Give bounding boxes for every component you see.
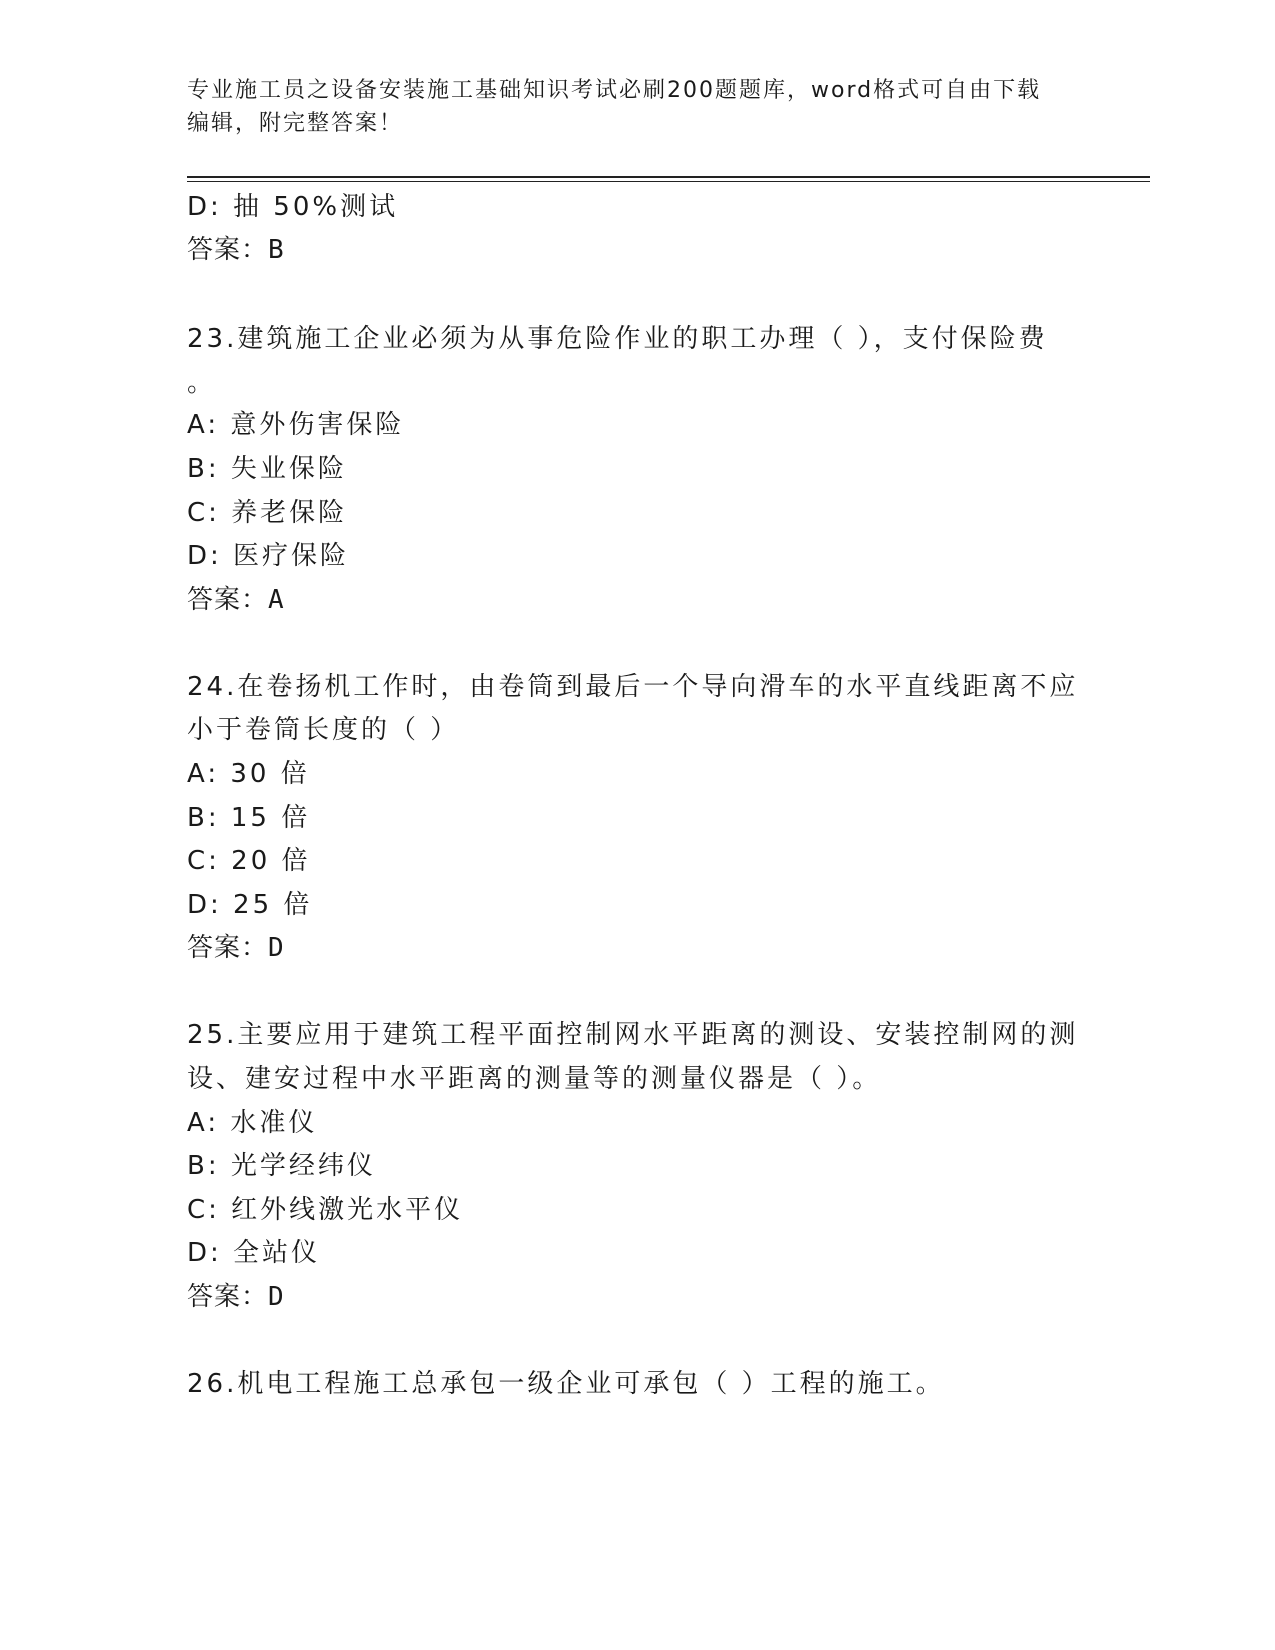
q24-option-d: D: 25 倍 bbox=[187, 890, 313, 920]
q23-option-d: D: 医疗保险 bbox=[187, 541, 350, 571]
q24-option-c: C: 20 倍 bbox=[187, 846, 311, 876]
q23-option-b: B: 失业保险 bbox=[187, 454, 347, 484]
q25-option-d: D: 全站仪 bbox=[187, 1238, 321, 1268]
q22-answer: 答案：B bbox=[187, 235, 285, 265]
q24-stem-line-1: 24.在卷扬机工作时，由卷筒到最后一个导向滑车的水平直线距离不应 bbox=[187, 672, 1079, 702]
q24-option-b: B: 15 倍 bbox=[187, 803, 311, 833]
q23-stem-line-2: 。 bbox=[187, 368, 217, 398]
q25-option-c: C: 红外线激光水平仪 bbox=[187, 1195, 464, 1225]
q22-option-d: D: 抽 50%测试 bbox=[187, 192, 399, 222]
q25-option-b: B: 光学经纬仪 bbox=[187, 1151, 376, 1181]
q24-option-a: A: 30 倍 bbox=[187, 759, 310, 789]
document-header bbox=[187, 74, 1067, 140]
q23-stem-line-1: 23.建筑施工企业必须为从事危险作业的职工办理（ ），支付保险费 bbox=[187, 324, 1048, 354]
header-divider-thick bbox=[187, 176, 1150, 178]
q25-answer: 答案：D bbox=[187, 1282, 285, 1312]
header-divider-thin bbox=[187, 181, 1150, 182]
q23-answer: 答案：A bbox=[187, 585, 285, 615]
header-line-1: 专业施工员之设备安装施工基础知识考试必刷200题题库，word格式可自由下载 bbox=[187, 78, 1042, 103]
q25-stem-line-1: 25.主要应用于建筑工程平面控制网水平距离的测设、安装控制网的测 bbox=[187, 1020, 1079, 1050]
q25-stem-line-2: 设、建安过程中水平距离的测量等的测量仪器是（ ）。 bbox=[187, 1064, 882, 1094]
q24-answer: 答案：D bbox=[187, 933, 285, 963]
q23-option-a: A: 意外伤害保险 bbox=[187, 410, 405, 440]
q26-stem-line-1: 26.机电工程施工总承包一级企业可承包（ ）工程的施工。 bbox=[187, 1369, 945, 1399]
q23-option-c: C: 养老保险 bbox=[187, 498, 348, 528]
q24-stem-line-2: 小于卷筒长度的（ ） bbox=[187, 715, 460, 745]
header-line-2: 编辑，附完整答案！ bbox=[187, 111, 404, 136]
q25-option-a: A: 水准仪 bbox=[187, 1108, 318, 1138]
